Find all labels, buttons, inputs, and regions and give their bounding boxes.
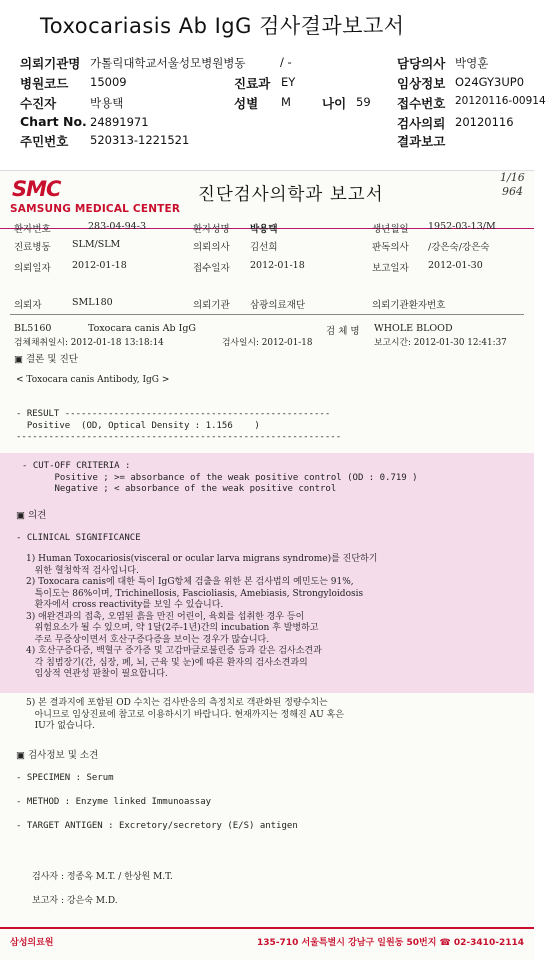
cover-value-hospital-code: 15009: [90, 75, 127, 89]
value-report-date: 2012-01-30: [428, 260, 483, 271]
result-title: < Toxocara canis Antibody, IgG >: [16, 375, 170, 385]
cover-label-request: 검사의뢰: [397, 116, 446, 131]
cover-sheet: [0, 0, 546, 168]
specimen-label: 검 체 명: [326, 326, 360, 337]
smc-logo-subtitle: SAMSUNG MEDICAL CENTER: [10, 203, 181, 215]
value-request-date: 2012-01-18: [72, 260, 127, 271]
cover-label-chart-no: Chart No.: [20, 114, 87, 129]
label-requester: 의뢰자: [14, 300, 42, 311]
label-birth-date: 생년월일: [372, 224, 409, 235]
cover-label-report: 결과보고: [397, 134, 446, 149]
cover-value-patient: 박용택: [90, 96, 124, 110]
label-ordering-doctor: 의뢰의사: [193, 242, 230, 253]
value-ordering-doctor: 김선희: [250, 242, 278, 253]
value-reading-doctor: /강은숙/강은숙: [428, 242, 490, 253]
target-antigen-line: - TARGET ANTIGEN : Excretory/secretory (E/S) antigen: [16, 821, 298, 831]
cover-value-chart-no: 24891971: [90, 115, 149, 129]
collect-time: 검체채취일시: 2012-01-18 13:18:14: [14, 338, 164, 348]
footer-address: 135-710 서울특별시 강남구 일원동 50번지 ☎ 02-3410-2114: [257, 938, 524, 948]
cover-value-sex: M: [281, 95, 291, 109]
label-reading-doctor: 판독의사: [372, 242, 409, 253]
section-opinion: ▣ 의견: [16, 510, 47, 521]
cover-label-institution: 의뢰기관명: [20, 56, 81, 71]
cover-slash: / -: [280, 55, 292, 69]
clinical-block: 1) Human Toxocariosis(visceral or ocular larva migrans syndrome)를 진단하기 위한 혈청학적 검사입니다. 2) Toxocara canis에 대한 특이 IgG항체 검출을 위한 본 검사법의 예민도는 91%, 특이도는 86%이며, Trichinellosis, Fascioliasis, Amebiasis, Strongyloidosis 환자에서 cross reactivity를 보일 수 있습니다. 3) 애완견과의 접촉, 오염된 흙을 만진 어린이, 육회를 섭취한 경우 등이 위험요소가 될 수 있으며, 약 1달(2주-1년)간의 incubation 후 발병하고 주로 무증상이면서 호산구증다증을 보이는 경우가 많습니다. 4) 호산구증다증, 백혈구 증가증 및 고감마글로불린증 등과 같은 검사소견과 각 침범장기(간, 심장, 폐, 뇌, 근육 및 눈)에 따른 환자의 검사소견과의 임상적 연관성 판찰이 필요합니다.: [26, 554, 378, 679]
clinical-title: - CLINICAL SIGNIFICANCE: [16, 533, 141, 543]
cover-label-doctor: 담당의사: [397, 56, 446, 71]
label-institution: 의뢰기관: [193, 300, 230, 311]
clinical-note-5: 5) 본 결과지에 포함된 OD 수치는 검사반응의 측정치로 객관화된 정량수치는 아니므로 임상진료에 참고로 이용하시기 바랍니다. 현재까지는 정해진 AU 혹은 IU가 없습니다.: [26, 698, 344, 731]
lab-report: [0, 170, 534, 960]
cover-label-hospital-code: 병원코드: [20, 76, 69, 91]
cover-label-clinical-info: 임상정보: [397, 76, 446, 91]
cover-label-patient: 수진자: [20, 96, 57, 111]
label-institution-patient-no: 의뢰기관환자번호: [372, 300, 446, 311]
cover-value-clinical-info: O24GY3UP0: [455, 75, 525, 89]
handwritten-note-2: 964: [502, 185, 523, 198]
section-conclusion: ▣ 결론 및 진단: [14, 354, 78, 365]
label-report-date: 보고일자: [372, 263, 409, 274]
label-patient-name: 환자성명: [193, 224, 230, 235]
cover-label-department: 진료과: [234, 76, 271, 91]
smc-logo: SMC: [12, 177, 61, 201]
cover-label-receipt-no: 접수번호: [397, 96, 446, 111]
result-block: - RESULT ------------------------------------------------- Positive (OD, Optical Density : 1.156 ) ------------------------------------------------------------: [16, 409, 342, 442]
footer-rule: [0, 927, 534, 929]
label-request-date: 의뢰일자: [14, 263, 51, 274]
cover-label-age: 나이: [322, 96, 347, 111]
tester-line: 검사자 : 정종옥 M.T. / 한상원 M.T.: [32, 872, 173, 882]
cover-title: Toxocariasis Ab IgG 검사결과보고서: [40, 14, 405, 38]
value-requester: SML180: [72, 297, 113, 308]
cover-value-rrn: 520313-1221521: [90, 133, 190, 147]
label-ward: 진료병동: [14, 242, 51, 253]
footer-org: 삼성의료원: [10, 938, 54, 948]
specimen-value: WHOLE BLOOD: [374, 323, 453, 334]
label-patient-no: 환자번호: [14, 224, 51, 235]
cover-value-doctor: 박영훈: [455, 56, 489, 70]
label-receipt-date: 접수일자: [193, 263, 230, 274]
method-line: - METHOD : Enzyme linked Immunoassay: [16, 797, 212, 807]
section-test-info: ▣ 검사정보 및 소견: [16, 750, 99, 761]
cover-label-sex: 성별: [234, 96, 259, 111]
specimen-line: - SPECIMEN : Serum: [16, 773, 114, 783]
value-ward: SLM/SLM: [72, 239, 121, 250]
test-name: Toxocara canis Ab IgG: [88, 323, 197, 334]
reporter-line: 보고자 : 강은숙 M.D.: [32, 896, 118, 906]
cover-label-rrn: 주민번호: [20, 134, 69, 149]
cover-value-receipt-no: 20120116-00914: [455, 95, 546, 107]
received-time: 검사일시: 2012-01-18: [222, 338, 313, 348]
cover-value-request: 20120116: [455, 115, 514, 129]
cutoff-block: - CUT-OFF CRITERIA : Positive ; >= absorbance of the weak positive control (OD : 0.719 ) Negative ; < absorbance of the weak positive control: [22, 461, 418, 494]
value-institution: 삼광의료재단: [250, 300, 306, 311]
report-title: 진단검사의학과 보고서: [198, 185, 384, 205]
divider: [10, 314, 524, 315]
report-time: 보고시간: 2012-01-30 12:41:37: [374, 338, 507, 348]
cover-value-age: 59: [356, 95, 371, 109]
cover-value-department: EY: [281, 75, 296, 89]
value-patient-no: 283-04-94-3: [88, 221, 146, 232]
handwritten-note-1: 1/16: [500, 171, 525, 184]
value-patient-name: 박용택: [250, 224, 278, 235]
test-code: BL5160: [14, 323, 52, 334]
cover-value-institution: 가톨릭대학교서울성모병원병동: [90, 56, 246, 70]
value-birth-date: 1952-03-13/M: [428, 221, 496, 232]
value-receipt-date: 2012-01-18: [250, 260, 305, 271]
